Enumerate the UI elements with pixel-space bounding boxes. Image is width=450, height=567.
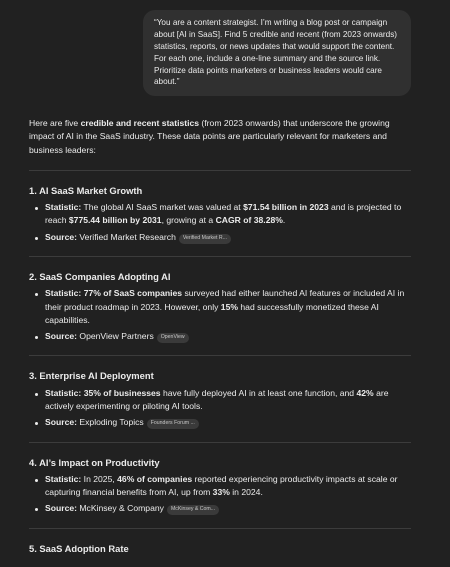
statistic-item bbox=[29, 201, 411, 228]
source-item bbox=[29, 502, 411, 515]
section-title: 1. AI SaaS Market Growth bbox=[29, 184, 143, 196]
statistic-item bbox=[29, 473, 411, 500]
source-label: Source: bbox=[45, 331, 77, 342]
source-link-chip[interactable]: Founders Forum ... bbox=[147, 419, 199, 429]
section-divider bbox=[29, 256, 411, 257]
section-title: 5. SaaS Adoption Rate bbox=[29, 542, 129, 554]
stat-section bbox=[29, 369, 411, 429]
section-title: 4. AI’s Impact on Productivity bbox=[29, 456, 160, 468]
source-label: Source: bbox=[45, 231, 77, 242]
section-bullets bbox=[29, 473, 411, 516]
stat-sections bbox=[29, 170, 411, 555]
statistic-text: , growing at a bbox=[161, 215, 216, 226]
source-name: OpenView Partners bbox=[77, 331, 154, 342]
statistic-text: . bbox=[282, 215, 286, 226]
statistic-item bbox=[29, 287, 411, 327]
source-label: Source: bbox=[45, 503, 77, 514]
section-divider bbox=[29, 170, 411, 171]
statistic-highlight: 77% of SaaS companies bbox=[83, 288, 183, 299]
user-message-bubble bbox=[143, 10, 411, 96]
statistic-text: The global AI SaaS market was valued at bbox=[81, 202, 244, 213]
section-bullets bbox=[29, 287, 411, 343]
stat-section bbox=[29, 270, 411, 343]
statistic-highlight: 46% of companies bbox=[117, 473, 193, 484]
intro-paragraph bbox=[29, 117, 411, 157]
source-link-chip[interactable]: OpenView bbox=[157, 333, 189, 343]
statistic-label: Statistic: bbox=[45, 288, 82, 299]
section-divider bbox=[29, 355, 411, 356]
statistic-highlight: $775.44 billion by 2031 bbox=[68, 215, 162, 226]
statistic-text: had successfully monetized these AI capabilities. bbox=[45, 301, 379, 325]
user-message-text: “You are a content strategist. I’m writing a blog post or campaign about [AI in SaaS]. Find 5 credible and recent (from 2023 onwards) statistics, reports, or news updates that would support the content. For each one, include a one-line summary and the source link. Prioritize data points marketers or business leaders would care about.” bbox=[154, 18, 398, 87]
statistic-text: have fully deployed AI in at least one function, and bbox=[160, 387, 357, 398]
source-name: McKinsey & Company bbox=[77, 503, 164, 514]
section-title: 2. SaaS Companies Adopting AI bbox=[29, 271, 171, 283]
statistic-highlight: CAGR of 38.28% bbox=[215, 215, 283, 226]
assistant-response bbox=[29, 117, 411, 567]
source-link-chip[interactable]: McKinsey & Com... bbox=[167, 505, 219, 515]
source-label: Source: bbox=[45, 417, 77, 428]
source-link-chip[interactable]: Verified Market R... bbox=[179, 234, 231, 244]
intro-text-end: (from 2023 onwards) that underscore the growing impact of AI in the SaaS industry. These data points are particularly relevant for marketers and business leaders: bbox=[29, 118, 390, 155]
source-name: Verified Market Research bbox=[77, 231, 176, 242]
statistic-text: in 2024. bbox=[229, 487, 263, 497]
source-item bbox=[29, 330, 411, 343]
statistic-label: Statistic: bbox=[45, 202, 82, 213]
statistic-text: surveyed had either launched AI features or included AI in their product roadmap in 2023. However, only bbox=[45, 288, 405, 312]
intro-bold: credible and recent statistics bbox=[80, 118, 200, 128]
statistic-highlight: 42% bbox=[356, 387, 374, 398]
stat-section bbox=[29, 456, 411, 516]
stat-section bbox=[29, 184, 411, 244]
intro-text: Here are five bbox=[29, 118, 81, 128]
section-title: 3. Enterprise AI Deployment bbox=[29, 370, 154, 382]
stat-section bbox=[29, 542, 411, 555]
statistic-text: In 2025, bbox=[81, 473, 118, 484]
statistic-highlight: 35% of businesses bbox=[83, 387, 161, 398]
statistic-text: and is projected to reach bbox=[45, 202, 402, 226]
statistic-text: are actively experimenting or piloting AI tools. bbox=[45, 387, 389, 411]
section-bullets bbox=[29, 201, 411, 244]
section-divider bbox=[29, 528, 411, 529]
statistic-label: Statistic: bbox=[45, 473, 82, 484]
section-divider bbox=[29, 442, 411, 443]
statistic-text: reported experiencing productivity impacts at scale or capturing financial benefits from AI, up from bbox=[45, 473, 398, 497]
source-name: Exploding Topics bbox=[77, 417, 144, 428]
section-bullets bbox=[29, 387, 411, 430]
statistic-highlight: 33% bbox=[212, 487, 230, 497]
source-item bbox=[29, 416, 411, 429]
source-item bbox=[29, 231, 411, 244]
statistic-item bbox=[29, 387, 411, 414]
statistic-label: Statistic: bbox=[45, 387, 82, 398]
statistic-highlight: $71.54 billion in 2023 bbox=[243, 202, 329, 213]
statistic-highlight: 15% bbox=[220, 301, 238, 312]
